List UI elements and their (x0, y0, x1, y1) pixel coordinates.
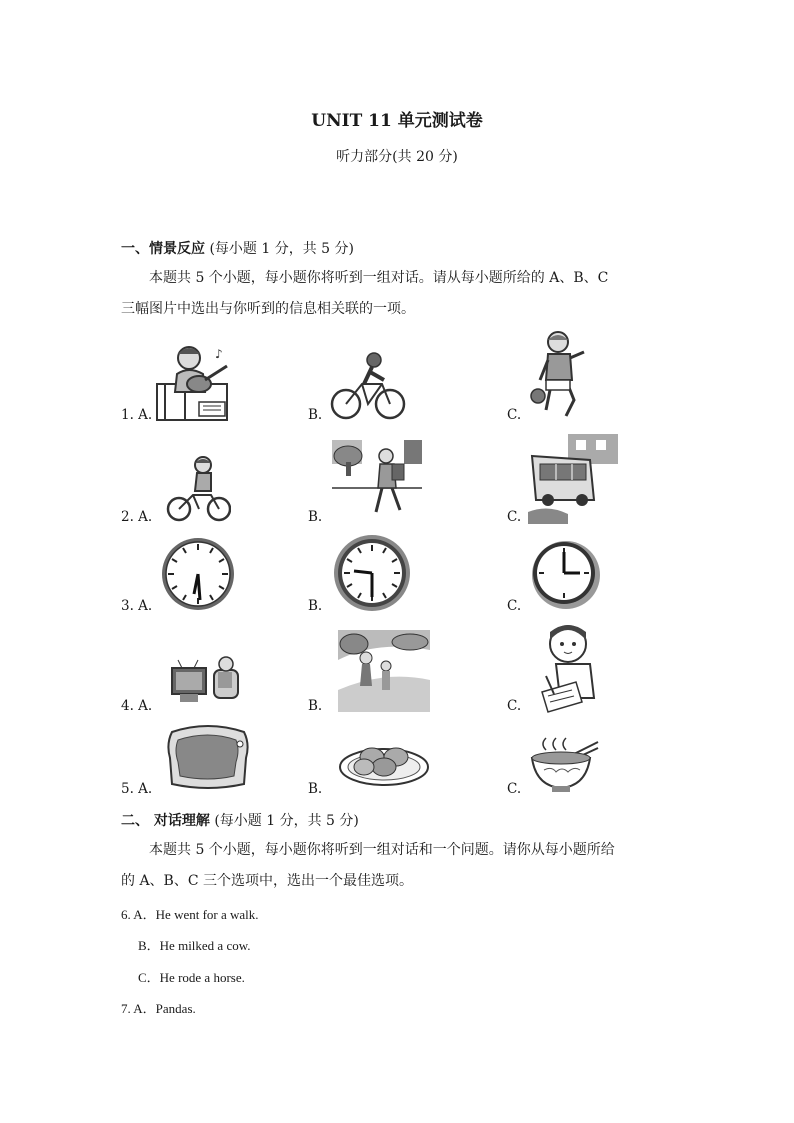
page-title: UNIT 11 单元测试卷 (311, 111, 483, 131)
section2-instruction-line2: 的 A、B、C 三个选项中，选出一个最佳选项。 (121, 873, 414, 889)
q2-label-a: 2. A. (121, 509, 153, 525)
page-subtitle: 听力部分(共 20 分) (336, 149, 458, 165)
boy-playing-guitar-picture (155, 340, 235, 422)
section1-score: (每小题 1 分，共 5 分) (209, 241, 354, 257)
q3-label-c: C. (507, 598, 522, 614)
clock-nine-thirty-picture (332, 533, 412, 613)
q5-label-a: 5. A. (121, 781, 153, 797)
q3-label-b: B. (308, 598, 323, 614)
q6-option-b: B．He milked a cow. (138, 938, 251, 953)
bread-slice-picture (164, 724, 252, 790)
section1-heading (121, 238, 354, 258)
section1-instruction-line1: 本题共 5 个小题，每小题你将听到一组对话。请从每小题所给的 A、B、C (149, 270, 609, 286)
section2-instructions (121, 835, 681, 897)
family-walking-in-park-picture (338, 630, 430, 712)
person-riding-bicycle-picture (330, 350, 406, 422)
boy-watching-tv-picture (170, 654, 240, 704)
q4-label-c: C. (507, 698, 522, 714)
q4-label-b: B. (308, 698, 323, 714)
section1-instructions (121, 263, 681, 325)
q4-label-a: 4. A. (121, 698, 153, 714)
dumplings-plate-picture (338, 735, 430, 787)
section2-instruction-line1: 本题共 5 个小题，每小题你将听到一组对话和一个问题。请你从每小题所给 (149, 842, 615, 858)
q1-label-a: 1. A. (121, 407, 153, 423)
bus-picture (528, 434, 618, 524)
boy-walking-to-school-picture (332, 440, 422, 522)
q6-option-c: C．He rode a horse. (138, 970, 245, 985)
q1-label-b: B. (308, 407, 323, 423)
boy-playing-basketball-picture (528, 330, 590, 422)
q2-label-b: B. (308, 509, 323, 525)
q5-label-b: B. (308, 781, 323, 797)
noodles-bowl-picture (528, 736, 600, 796)
clock-three-oclock-picture (528, 538, 602, 610)
section2-title: 二、 对话理解 (121, 813, 210, 829)
q2-label-c: C. (507, 509, 522, 525)
q3-label-a: 3. A. (121, 598, 153, 614)
section1-instruction-line2: 三幅图片中选出与你听到的信息相关联的一项。 (121, 301, 415, 317)
boy-writing-picture (536, 620, 598, 716)
q5-label-c: C. (507, 781, 522, 797)
boy-riding-bike-picture (165, 455, 231, 523)
section2-heading (121, 810, 359, 830)
q6-option-a: 6. A．He went for a walk. (121, 907, 259, 922)
q1-label-c: C. (507, 407, 522, 423)
clock-six-thirty-picture (158, 536, 238, 612)
section2-score: (每小题 1 分，共 5 分) (214, 813, 359, 829)
q7-option-a: 7. A．Pandas. (121, 1001, 196, 1016)
svg-text:♪: ♪ (215, 347, 223, 361)
section1-title: 一、情景反应 (121, 241, 205, 257)
